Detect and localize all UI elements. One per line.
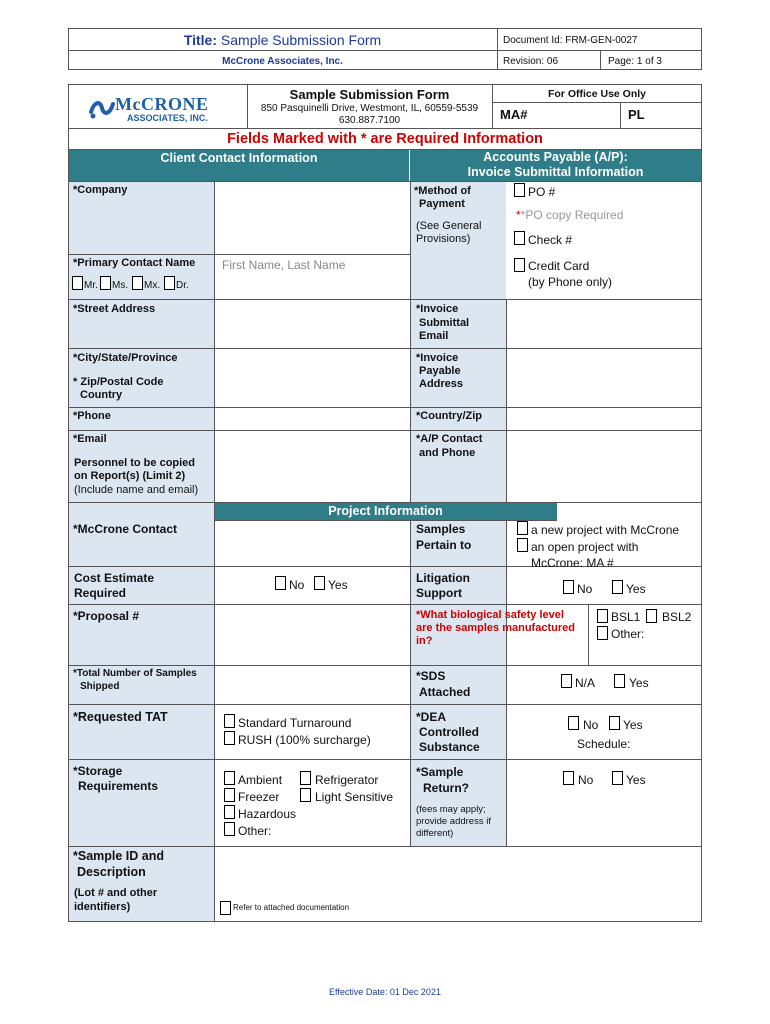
- bsl1-label: BSL1: [611, 610, 641, 624]
- sds-yes-label: Yes: [629, 676, 649, 690]
- refer-attached-checkbox[interactable]: [220, 901, 231, 915]
- litigation-yes-checkbox[interactable]: [612, 580, 623, 594]
- return-no-checkbox[interactable]: [563, 771, 574, 785]
- refrigerator-label: Refrigerator: [315, 773, 379, 787]
- document-id: Document Id: FRM-GEN-0027: [503, 35, 638, 46]
- phone-label: *Phone: [73, 410, 111, 422]
- dea-yes-label: Yes: [623, 718, 643, 732]
- po-required-note: **PO copy Required: [516, 208, 624, 222]
- new-project-checkbox[interactable]: [517, 521, 528, 535]
- title-mx-label: Mx.: [144, 280, 161, 291]
- company-address: 850 Pasquinelli Drive, Westmont, IL, 60559-5539: [260, 103, 479, 114]
- freezer-label: Freezer: [238, 790, 280, 804]
- check-checkbox[interactable]: [514, 231, 525, 245]
- doc-title: Title: Sample Submission Form: [183, 32, 382, 48]
- dea-label: *DEA: [416, 710, 447, 724]
- zip-label: * Zip/Postal Code: [73, 376, 164, 388]
- cost-yes-checkbox[interactable]: [314, 576, 325, 590]
- company-label: *Company: [73, 184, 128, 196]
- sds-yes-checkbox[interactable]: [614, 674, 625, 688]
- mccrone-logo: [88, 94, 116, 127]
- rush-tat-checkbox[interactable]: [224, 731, 235, 745]
- ap-section-header: Accounts Payable (A/P): Invoice Submittal Information: [410, 150, 701, 181]
- logo-main-text: McCRONE: [115, 94, 209, 114]
- bsl2-checkbox[interactable]: [646, 609, 657, 623]
- samples-pertain-label: Samples: [416, 522, 466, 536]
- litigation-no-label: No: [577, 582, 593, 596]
- primary-contact-label: *Primary Contact Name: [73, 257, 196, 269]
- return-yes-checkbox[interactable]: [612, 771, 623, 785]
- payable-address-label: *Invoice: [416, 352, 459, 364]
- proposal-label: *Proposal #: [73, 609, 140, 623]
- required-banner: Fields Marked with * are Required Information: [227, 131, 543, 147]
- sds-na-label: N/A: [575, 676, 596, 690]
- city-label: *City/State/Province: [73, 352, 178, 364]
- open-project-label: an open project with: [531, 540, 639, 554]
- return-yes-label: Yes: [626, 773, 646, 787]
- pl-field[interactable]: PL: [628, 107, 645, 122]
- effective-date: Effective Date: 01 Dec 2021: [329, 987, 441, 997]
- personnel-label: Personnel to be copied: [74, 457, 196, 469]
- dea-no-label: No: [583, 718, 599, 732]
- company-phone: 630.887.7100: [338, 115, 401, 126]
- return-fees-note: (fees may apply;: [416, 804, 486, 815]
- email-label: *Email: [73, 433, 107, 445]
- country-zip-label: *Country/Zip: [416, 410, 482, 422]
- primary-contact-input[interactable]: First Name, Last Name: [222, 258, 346, 272]
- title-dr-label: Dr.: [176, 280, 189, 291]
- dea-schedule: Schedule:: [577, 737, 631, 751]
- new-project-label: a new project with McCrone: [531, 523, 680, 537]
- see-provisions: (See General: [416, 220, 482, 232]
- storage-label: *Storage: [73, 764, 123, 778]
- litigation-yes-label: Yes: [626, 582, 646, 596]
- office-use-label: For Office Use Only: [547, 88, 647, 100]
- country-label: Country: [80, 389, 123, 401]
- standard-tat-label: Standard Turnaround: [238, 716, 352, 730]
- light-sensitive-label: Light Sensitive: [315, 790, 394, 804]
- bio-other-label: Other:: [611, 627, 645, 641]
- freezer-checkbox[interactable]: [224, 788, 235, 802]
- storage-other-label: Other:: [238, 824, 272, 838]
- po-label: PO #: [528, 185, 556, 199]
- cost-estimate-label: Cost Estimate: [74, 571, 155, 585]
- check-label: Check #: [528, 233, 573, 247]
- ma-field[interactable]: MA#: [500, 107, 528, 122]
- po-checkbox[interactable]: [514, 183, 525, 197]
- title-mr-checkbox[interactable]: [72, 276, 83, 290]
- total-samples-label: *Total Number of Samples: [73, 668, 197, 679]
- storage-other-checkbox[interactable]: [224, 822, 235, 836]
- sample-return-label: *Sample: [416, 765, 464, 779]
- requested-tat-label: *Requested TAT: [73, 710, 168, 724]
- dea-yes-checkbox[interactable]: [609, 716, 620, 730]
- cost-no-checkbox[interactable]: [275, 576, 286, 590]
- cost-no-label: No: [289, 578, 305, 592]
- bsl1-checkbox[interactable]: [597, 609, 608, 623]
- title-mx-checkbox[interactable]: [132, 276, 143, 290]
- sample-id-label: *Sample ID and: [73, 849, 165, 863]
- litigation-no-checkbox[interactable]: [563, 580, 574, 594]
- project-section-header: Project Information: [214, 503, 557, 520]
- client-section-header: Client Contact Information: [69, 150, 409, 181]
- credit-card-label: Credit Card: [528, 259, 590, 273]
- rush-tat-label: RUSH (100% surcharge): [238, 733, 371, 747]
- title-ms-checkbox[interactable]: [100, 276, 111, 290]
- method-of-payment-label: *Method of: [414, 185, 471, 197]
- standard-tat-checkbox[interactable]: [224, 714, 235, 728]
- lot-note: (Lot # and other: [74, 887, 158, 899]
- form-title: Sample Submission Form: [289, 87, 450, 102]
- logo-mark-icon: [88, 94, 116, 122]
- title-mr-label: Mr.: [84, 280, 98, 291]
- cost-yes-label: Yes: [328, 578, 348, 592]
- ambient-checkbox[interactable]: [224, 771, 235, 785]
- title-ms-label: Ms.: [112, 280, 129, 291]
- open-project-checkbox[interactable]: [517, 538, 528, 552]
- hazardous-label: Hazardous: [238, 807, 297, 821]
- ap-contact-label: *A/P Contact: [416, 433, 483, 445]
- bio-safety-question: *What biological safety level: [416, 609, 564, 621]
- open-project-ma: McCrone: MA #: [531, 556, 614, 570]
- litigation-label: Litigation: [416, 571, 470, 585]
- page-number: Page: 1 of 3: [608, 56, 662, 67]
- refrigerator-checkbox[interactable]: [300, 771, 311, 785]
- dea-no-checkbox[interactable]: [568, 716, 579, 730]
- ambient-label: Ambient: [238, 773, 283, 787]
- hazardous-checkbox[interactable]: [224, 805, 235, 819]
- title-dr-checkbox[interactable]: [164, 276, 175, 290]
- logo-sub-text: ASSOCIATES, INC.: [127, 113, 208, 123]
- credit-card-checkbox[interactable]: [514, 258, 525, 272]
- sds-label: *SDS: [416, 669, 446, 683]
- bsl2-label: BSL2: [662, 610, 692, 624]
- light-sensitive-checkbox[interactable]: [300, 788, 311, 802]
- refer-attached-label: Refer to attached documentation: [233, 903, 350, 912]
- bio-other-checkbox[interactable]: [597, 626, 608, 640]
- invoice-email-label: *Invoice: [416, 303, 459, 315]
- mccrone-contact-label: *McCrone Contact: [73, 522, 178, 536]
- sds-na-checkbox[interactable]: [561, 674, 572, 688]
- company-name: McCrone Associates, Inc.: [222, 56, 343, 67]
- street-label: *Street Address: [73, 303, 156, 315]
- return-no-label: No: [578, 773, 594, 787]
- revision: Revision: 06: [503, 56, 559, 67]
- company-input[interactable]: [215, 182, 410, 254]
